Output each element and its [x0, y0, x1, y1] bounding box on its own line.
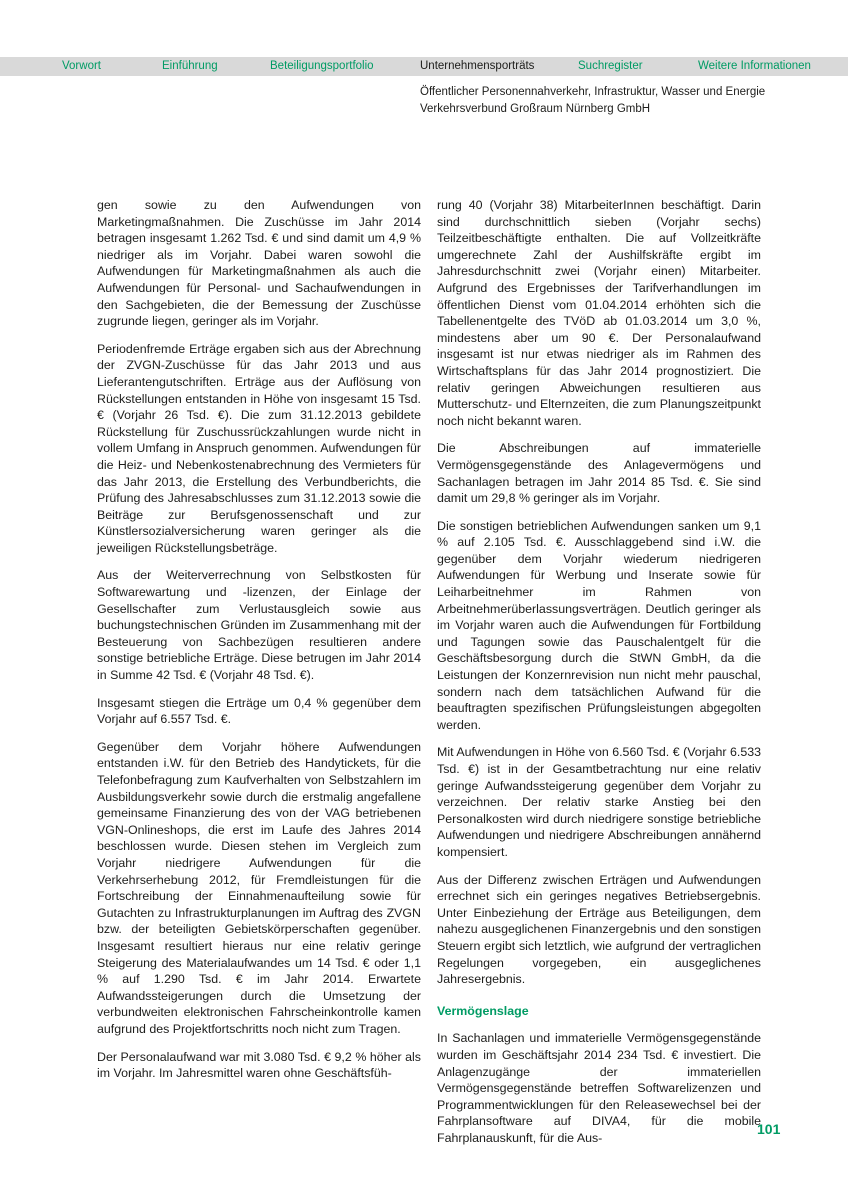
paragraph: Gegenüber dem Vorjahr höhere Aufwendungen entstanden i.W. für den Betrieb des Handytickets, für die Telefonbefragung zum Kaufverhalten von Selbstzahlern im Ausbildungsverkehr sowie durch die erstmalig angefallene gemeinsame Finanzierung des von der VAG betriebenen VGN-Onlineshops, die erst im Laufe des Jahres 2014 beschlossen wurde. Diesen stehen im Vergleich zum Vorjahr niedrigere Aufwendungen für die Verkehrserhebung 2012, für Fremdleistungen für die Fortschreibung der Einnahmenaufteilung sowie für Gutachten zu Infrastrukturplanungen im Auftrag des ZVGN bzw. der beteiligten Gebietskörperschaften gegenüber. Insgesamt resultiert hieraus nur eine relativ geringe Steigerung des Materialaufwandes um 14 Tsd. € oder 1,1 % auf 1.290 Tsd. € im Jahr 2014. Erwartete Aufwandssteigerungen durch die Umsetzung der verbundweiten elektronischen Fahrscheinkontrolle kamen aufgrund des Projektfortschritts noch nicht zum Tragen.: [97, 739, 421, 1036]
right-column: [437, 197, 761, 1157]
paragraph: Mit Aufwendungen in Höhe von 6.560 Tsd. € (Vorjahr 6.533 Tsd. €) ist in der Gesamtbetrachtung nur eine relativ geringe Aufwandssteigerung gegenüber dem Vorjahr zu verzeichnen. Der relativ starke Anstieg bei den Personalkosten wird durch niedrigere sonstige betriebliche Aufwendungen und niedrigere Abschreibungen annähernd kompensiert.: [437, 745, 761, 859]
paragraph: rung 40 (Vorjahr 38) MitarbeiterInnen beschäftigt. Darin sind durchschnittlich sieben (Vorjahr sechs) Teilzeitbeschäftigte enthalten. Die auf Vollzeitkräfte umgerechnete Zahl der Aushilfskräfte ergibt im Jahresdurchschnitt zwei (Vorjahr einen) Mitarbeiter. Aufgrund des Ergebnisses der Tarifverhandlungen im öffentlichen Dienst vom 01.04.2014 erhöhten sich die Tabellenentgelte des TVöD ab 01.03.2014 um 3,0 %, mindestens aber um 90 €. Der Personalaufwand insgesamt ist nur etwas niedriger als im Rahmen des Wirtschaftsplans für das Jahr 2014 prognostiziert. Die relativ geringen Abweichungen resultieren aus Mutterschutz- und Elternzeiten, die zum Planungszeitpunkt noch nicht bekannt waren.: [437, 198, 761, 428]
nav-item-einfuehrung[interactable]: Einführung: [162, 60, 218, 72]
page-number: 101: [757, 1121, 781, 1137]
nav-item-unternehmensportraets[interactable]: Unternehmensporträts: [420, 60, 535, 72]
paragraph: Insgesamt stiegen die Erträge um 0,4 % gegenüber dem Vorjahr auf 6.557 Tsd. €.: [97, 695, 421, 727]
paragraph: Aus der Weiterverrechnung von Selbstkosten für Softwarewartung und -lizenzen, der Einlage der Gesellschafter zum Verlustausgleich sowie aus buchungstechnischen Gründen im Zusammenhang mit der Besteuerung von Sachbezügen resultieren andere sonstige betriebliche Erträge. Diese betrugen im Jahr 2014 in Summe 42 Tsd. € (Vorjahr 48 Tsd. €).: [97, 568, 421, 683]
nav-item-vorwort[interactable]: Vorwort: [62, 60, 101, 72]
paragraph: gen sowie zu den Aufwendungen von Marketingmaßnahmen. Die Zuschüsse im Jahr 2014 betragen insgesamt 1.262 Tsd. € und sind damit um 4,9 % niedriger als im Vorjahr. Dabei waren sowohl die Aufwendungen für Marketingmaßnahmen als auch die Aufwendungen für Personal- und Sachaufwendungen in den Sachgebieten, die der Bemessung der Zuschüsse zugrunde liegen, geringer als im Vorjahr.: [97, 198, 421, 329]
paragraph: Periodenfremde Erträge ergaben sich aus der Abrechnung der ZVGN-Zuschüsse für das Jahr 2013 und aus Lieferantengutschriften. Erträge aus der Auflösung von Rückstellungen entstanden in Höhe von insgesamt 15 Tsd. € (Vorjahr 26 Tsd. €). Die zum 31.12.2013 gebildete Rückstellung für Zuschussrückzahlungen wurde nicht in vollem Umfang in Anspruch genommen. Aufwendungen für die Heiz- und Nebenkostenabrechnung des Vermieters für das Jahr 2013, die Erstellung des Verbundberichts, die Prüfung des Jahresabschlusses zum 31.12.2013 sowie die Beiträge zur Berufsgenossenschaft und zur Künstlersozialversicherung waren geringer als die jeweiligen Rückstellungsbeträge.: [97, 341, 421, 555]
paragraph: Aus der Differenz zwischen Erträgen und Aufwendungen errechnet sich ein geringes negatives Betriebsergebnis. Unter Einbeziehung der Erträge aus Beteiligungen, dem nahezu ausgeglichenen Finanzergebnis und den sonstigen Steuern ergibt sich letztlich, wie aufgrund der vertraglichen Regelungen vorgegeben, ein ausgeglichenes Jahresergebnis.: [437, 872, 761, 987]
nav-item-beteiligungsportfolio[interactable]: Beteiligungsportfolio: [270, 60, 374, 72]
section-heading-vermoegenslage: Vermögenslage: [437, 1003, 529, 1018]
company-name: Verkehrsverbund Großraum Nürnberg GmbH: [420, 103, 651, 115]
paragraph: Die Abschreibungen auf immaterielle Vermögensgegenstände des Anlagevermögens und Sachanlagen betragen im Jahr 2014 85 Tsd. €. Sie sind damit um 29,8 % geringer als im Vorjahr.: [437, 441, 761, 506]
left-column: [97, 197, 421, 1093]
paragraph: Der Personalaufwand war mit 3.080 Tsd. € 9,2 % höher als im Vorjahr. Im Jahresmittel waren ohne Geschäftsfüh-: [97, 1049, 421, 1081]
chapter-header: [420, 84, 765, 118]
top-nav-bar: [0, 57, 848, 76]
paragraph: Die sonstigen betrieblichen Aufwendungen sanken um 9,1 % auf 2.105 Tsd. €. Ausschlaggebend sind i.W. die gegenüber dem Vorjahr wiederum niedrigeren Aufwendungen für Werbung und Inserate sowie für Leiharbeitnehmer im Rahmen von Arbeitnehmerüberlassungsverträgen. Deutlich geringer als im Vorjahr waren auch die Aufwendungen für Fortbildung und Tagungen sowie das Pauschalentgelt für die Geschäftsbesorgung durch die StWN GmbH, da die Leistungen der Konzernrevision nun nicht mehr pauschal, sondern nach dem tatsächlichen Aufwand für die beauftragten spezifischen Prüfungsleistungen abgegolten werden.: [437, 518, 761, 732]
nav-item-suchregister[interactable]: Suchregister: [578, 60, 643, 72]
nav-item-weitere-informationen[interactable]: Weitere Informationen: [698, 60, 811, 72]
paragraph: In Sachanlagen und immaterielle Vermögensgegenstände wurden im Geschäftsjahr 2014 234 Tsd. € investiert. Die Anlagenzugänge der immateriellen Vermögensgegenstände betreffen Softwarelizenzen und Programmentwicklungen für den Releasewechsel bei der Fahrplansoftware auf DIVA4, für die mobile Fahrplanauskunft, für die Aus-: [437, 1031, 761, 1145]
chapter-title: Öffentlicher Personennahverkehr, Infrastruktur, Wasser und Energie: [420, 86, 766, 98]
